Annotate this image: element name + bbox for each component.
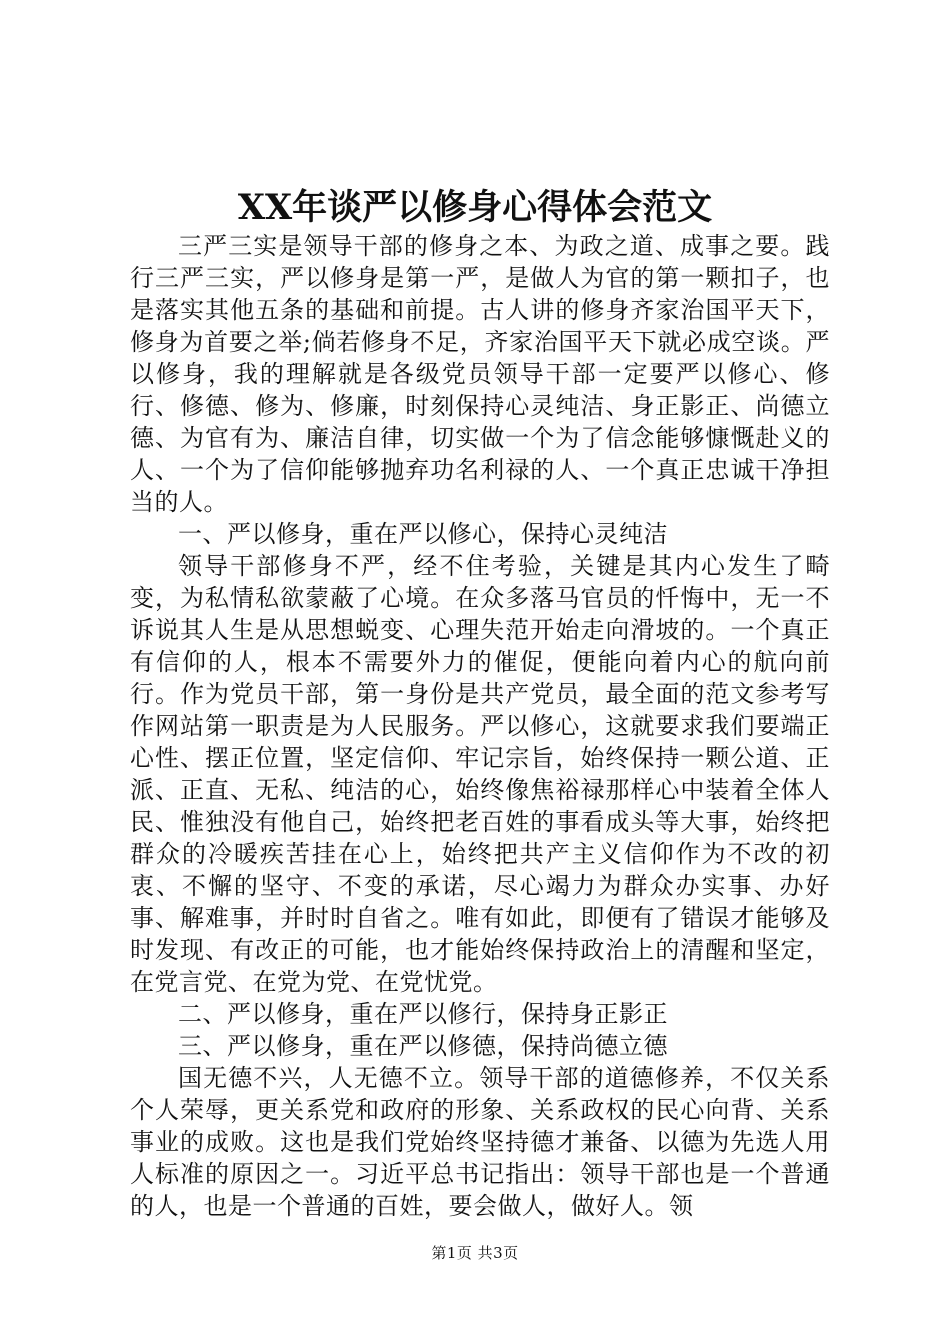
- document-body: [130, 230, 830, 1222]
- paragraph-intro: 三严三实是领导干部的修身之本、为政之道、成事之要。践行三严三实，严以修身是第一严，是做人为官的第一颗扣子，也是落实其他五条的基础和前提。古人讲的修身齐家治国平天下，修身为首要之举;倘若修身不足，齐家治国平天下就必成空谈。严以修身，我的理解就是各级党员领导干部一定要严以修心、修行、修德、修为、修廉，时刻保持心灵纯洁、身正影正、尚德立德、为官有为、廉洁自律，切实做一个为了信念能够慷慨赴义的人、一个为了信仰能够抛弃功名利禄的人、一个真正忠诚干净担当的人。: [130, 232, 830, 516]
- section-heading-3: 三、严以修身，重在严以修德，保持尚德立德: [178, 1032, 668, 1060]
- document-title: XX年谈严以修身心得体会范文: [237, 187, 713, 228]
- paragraph-section-1: 领导干部修身不严，经不住考验，关键是其内心发生了畸变，为私情私欲蒙蔽了心境。在众多落马官员的忏悔中，无一不诉说其人生是从思想蜕变、心理失范开始走向滑坡的。一个真正有信仰的人，根本不需要外力的催促，便能向着内心的航向前行。作为党员干部，第一身份是共产党员，最全面的范文参考写作网站第一职责是为人民服务。严以修心，这就要求我们要端正心性、摆正位置，坚定信仰、牢记宗旨，始终保持一颗公道、正派、正直、无私、纯洁的心，始终像焦裕禄那样心中装着全体人民、惟独没有他自己，始终把老百姓的事看成头等大事，始终把群众的冷暖疾苦挂在心上，始终把共产主义信仰作为不改的初衷、不懈的坚守、不变的承诺，尽心竭力为群众办实事、办好事、解难事，并时时自省之。唯有如此，即便有了错误才能够及时发现、有改正的可能，也才能始终保持政治上的清醒和坚定，在党言党、在党为党、在党忧党。: [130, 552, 830, 996]
- section-heading-1: 一、严以修身，重在严以修心，保持心灵纯洁: [178, 520, 668, 548]
- page-footer: 第1页 共3页: [431, 1244, 519, 1262]
- section-heading-2: 二、严以修身，重在严以修行，保持身正影正: [178, 1000, 668, 1028]
- paragraph-section-3: 国无德不兴，人无德不立。领导干部的道德修养，不仅关系个人荣辱，更关系党和政府的形象、关系政权的民心向背、关系事业的成败。这也是我们党始终坚持德才兼备、以德为先选人用人标准的原因之一。习近平总书记指出：领导干部也是一个普通的人，也是一个普通的百姓，要会做人，做好人。领: [130, 1064, 830, 1220]
